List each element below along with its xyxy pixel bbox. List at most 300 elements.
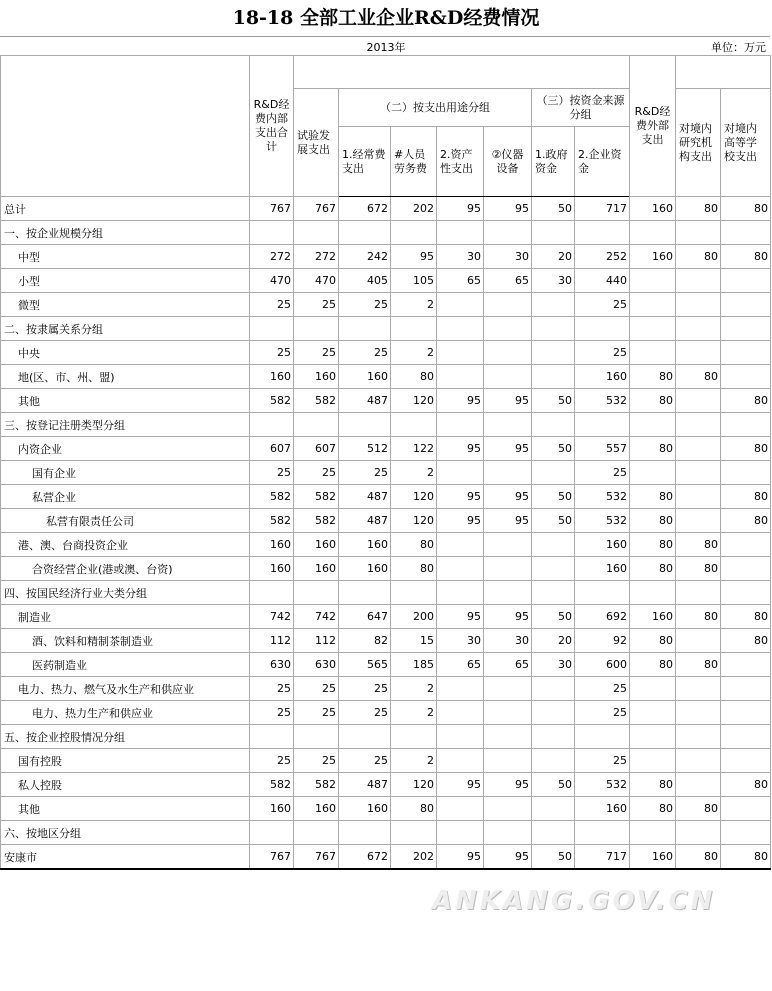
value-cell: 95 (437, 773, 484, 797)
value-cell: 92 (575, 629, 630, 653)
value-cell: 80 (391, 797, 437, 821)
value-cell (676, 821, 721, 845)
value-cell (630, 701, 676, 725)
value-cell: 160 (575, 365, 630, 389)
value-cell (437, 797, 484, 821)
value-cell: 557 (575, 437, 630, 461)
value-cell: 50 (532, 509, 575, 533)
table-row (1, 437, 771, 461)
value-cell: 30 (437, 245, 484, 269)
table-row (1, 821, 771, 845)
value-cell: 25 (250, 677, 294, 701)
value-cell (630, 749, 676, 773)
row-label: 其他 (1, 389, 250, 413)
value-cell: 80 (721, 485, 771, 509)
value-cell: 95 (437, 389, 484, 413)
value-cell (676, 341, 721, 365)
value-cell: 50 (532, 197, 575, 221)
value-cell: 30 (484, 245, 532, 269)
value-cell: 25 (575, 677, 630, 701)
value-cell: 80 (676, 797, 721, 821)
value-cell: 582 (294, 773, 339, 797)
value-cell: 65 (437, 653, 484, 677)
value-cell: 692 (575, 605, 630, 629)
value-cell: 25 (575, 701, 630, 725)
value-cell: 512 (339, 437, 391, 461)
value-cell: 25 (339, 461, 391, 485)
table-row (1, 413, 771, 437)
value-cell (575, 317, 630, 341)
value-cell: 582 (294, 389, 339, 413)
value-cell: 2 (391, 293, 437, 317)
value-cell (532, 581, 575, 605)
row-label: 制造业 (1, 605, 250, 629)
value-cell (339, 413, 391, 437)
row-label: 私营有限责任公司 (1, 509, 250, 533)
value-cell (721, 701, 771, 725)
value-cell (250, 221, 294, 245)
value-cell: 95 (484, 845, 532, 870)
header-regular: 1.经常费支出 (339, 127, 391, 197)
value-cell: 767 (294, 845, 339, 870)
value-cell (437, 221, 484, 245)
year-label: 2013年 (366, 41, 406, 54)
value-cell (721, 797, 771, 821)
value-cell: 25 (339, 341, 391, 365)
watermark: ANKANG.GOV.CN (432, 886, 716, 916)
value-cell (630, 677, 676, 701)
value-cell: 50 (532, 389, 575, 413)
value-cell: 160 (339, 557, 391, 581)
value-cell (339, 221, 391, 245)
value-cell (437, 581, 484, 605)
value-cell: 160 (250, 797, 294, 821)
value-cell (575, 821, 630, 845)
value-cell (250, 581, 294, 605)
row-label: 二、按隶属关系分组 (1, 317, 250, 341)
value-cell (437, 293, 484, 317)
header-by-fund-group: （三）按资金来源分组 (532, 89, 630, 127)
row-label: 酒、饮料和精制茶制造业 (1, 629, 250, 653)
value-cell: 160 (630, 605, 676, 629)
value-cell: 25 (294, 677, 339, 701)
header-domestic-university: 对境内高等学校支出 (721, 89, 771, 197)
table-row (1, 317, 771, 341)
value-cell: 607 (294, 437, 339, 461)
value-cell: 2 (391, 701, 437, 725)
header-spacer-right (676, 56, 771, 89)
value-cell (484, 677, 532, 701)
value-cell (484, 293, 532, 317)
value-cell (339, 581, 391, 605)
row-label: 国有企业 (1, 461, 250, 485)
value-cell (484, 413, 532, 437)
value-cell: 30 (532, 269, 575, 293)
value-cell: 25 (575, 293, 630, 317)
value-cell: 582 (294, 509, 339, 533)
row-label: 港、澳、台商投资企业 (1, 533, 250, 557)
row-label: 小型 (1, 269, 250, 293)
value-cell (676, 317, 721, 341)
value-cell: 742 (294, 605, 339, 629)
value-cell: 80 (676, 365, 721, 389)
row-label: 一、按企业规模分组 (1, 221, 250, 245)
value-cell (532, 725, 575, 749)
value-cell (532, 413, 575, 437)
value-cell: 80 (676, 653, 721, 677)
value-cell (721, 653, 771, 677)
value-cell (721, 365, 771, 389)
value-cell (294, 413, 339, 437)
value-cell: 582 (250, 773, 294, 797)
table-row (1, 581, 771, 605)
value-cell: 65 (484, 653, 532, 677)
value-cell: 95 (484, 437, 532, 461)
value-cell (630, 413, 676, 437)
value-cell: 242 (339, 245, 391, 269)
value-cell: 50 (532, 437, 575, 461)
row-label: 其他 (1, 797, 250, 821)
value-cell: 565 (339, 653, 391, 677)
row-label: 地(区、市、州、盟) (1, 365, 250, 389)
table-row (1, 701, 771, 725)
table-row (1, 221, 771, 245)
value-cell: 160 (575, 797, 630, 821)
value-cell: 82 (339, 629, 391, 653)
value-cell (294, 221, 339, 245)
value-cell (532, 557, 575, 581)
value-cell: 440 (575, 269, 630, 293)
value-cell (391, 317, 437, 341)
value-cell: 532 (575, 509, 630, 533)
value-cell (437, 677, 484, 701)
value-cell: 25 (575, 341, 630, 365)
value-cell: 80 (630, 485, 676, 509)
value-cell: 582 (250, 509, 294, 533)
value-cell: 160 (339, 797, 391, 821)
value-cell (484, 557, 532, 581)
value-cell: 202 (391, 197, 437, 221)
value-cell (575, 221, 630, 245)
value-cell: 112 (294, 629, 339, 653)
value-cell: 80 (676, 845, 721, 870)
value-cell: 80 (630, 389, 676, 413)
header-internal-total: R&D经费内部支出合计 (250, 56, 294, 197)
value-cell: 160 (339, 533, 391, 557)
table-row (1, 605, 771, 629)
value-cell (721, 293, 771, 317)
row-label: 三、按登记注册类型分组 (1, 413, 250, 437)
value-cell (484, 341, 532, 365)
value-cell (721, 317, 771, 341)
value-cell: 767 (294, 197, 339, 221)
table-row (1, 197, 771, 221)
value-cell: 65 (437, 269, 484, 293)
value-cell: 25 (250, 461, 294, 485)
page-title: 18-18 全部工业企业R&D经费情况 (232, 7, 540, 29)
value-cell: 532 (575, 389, 630, 413)
row-label: 总计 (1, 197, 250, 221)
value-cell: 160 (630, 197, 676, 221)
header-by-use-group: （二）按支出用途分组 (339, 89, 532, 127)
value-cell: 25 (339, 677, 391, 701)
value-cell: 95 (484, 605, 532, 629)
value-cell (339, 317, 391, 341)
value-cell: 80 (630, 533, 676, 557)
table-row (1, 629, 771, 653)
value-cell: 25 (250, 293, 294, 317)
value-cell: 160 (250, 365, 294, 389)
value-cell: 25 (250, 341, 294, 365)
table-row (1, 533, 771, 557)
row-label: 中央 (1, 341, 250, 365)
value-cell (437, 413, 484, 437)
value-cell: 582 (250, 389, 294, 413)
value-cell (721, 581, 771, 605)
value-cell: 80 (721, 197, 771, 221)
value-cell: 160 (294, 533, 339, 557)
value-cell: 80 (630, 629, 676, 653)
table-row (1, 293, 771, 317)
value-cell: 630 (294, 653, 339, 677)
value-cell: 160 (339, 365, 391, 389)
value-cell (721, 221, 771, 245)
table-row (1, 773, 771, 797)
value-cell: 80 (676, 533, 721, 557)
value-cell: 15 (391, 629, 437, 653)
value-cell: 80 (721, 629, 771, 653)
value-cell: 95 (437, 485, 484, 509)
value-cell (721, 821, 771, 845)
value-cell: 95 (437, 845, 484, 870)
value-cell (294, 317, 339, 341)
value-cell: 122 (391, 437, 437, 461)
value-cell: 20 (532, 245, 575, 269)
value-cell: 80 (676, 197, 721, 221)
value-cell: 80 (721, 389, 771, 413)
value-cell: 80 (721, 509, 771, 533)
table-row (1, 365, 771, 389)
value-cell (676, 461, 721, 485)
value-cell (294, 581, 339, 605)
value-cell (721, 413, 771, 437)
value-cell: 95 (437, 509, 484, 533)
value-cell: 487 (339, 485, 391, 509)
value-cell (532, 341, 575, 365)
value-cell (391, 413, 437, 437)
value-cell: 252 (575, 245, 630, 269)
value-cell (294, 821, 339, 845)
value-cell (676, 269, 721, 293)
value-cell: 80 (676, 605, 721, 629)
value-cell: 630 (250, 653, 294, 677)
value-cell: 767 (250, 845, 294, 870)
value-cell (437, 701, 484, 725)
value-cell: 80 (721, 845, 771, 870)
value-cell: 272 (250, 245, 294, 269)
value-cell (437, 821, 484, 845)
value-cell (676, 725, 721, 749)
value-cell: 50 (532, 605, 575, 629)
value-cell: 25 (294, 701, 339, 725)
value-cell: 742 (250, 605, 294, 629)
table-row (1, 557, 771, 581)
value-cell (630, 221, 676, 245)
value-cell (437, 461, 484, 485)
value-cell: 160 (630, 845, 676, 870)
value-cell (630, 317, 676, 341)
value-cell (721, 533, 771, 557)
row-label: 五、按企业控股情况分组 (1, 725, 250, 749)
value-cell: 80 (630, 437, 676, 461)
value-cell: 185 (391, 653, 437, 677)
value-cell (721, 557, 771, 581)
value-cell (437, 317, 484, 341)
row-label: 电力、热力生产和供应业 (1, 701, 250, 725)
value-cell: 80 (721, 437, 771, 461)
value-cell: 25 (339, 749, 391, 773)
value-cell (532, 317, 575, 341)
value-cell (532, 365, 575, 389)
value-cell (484, 701, 532, 725)
value-cell (721, 725, 771, 749)
value-cell: 582 (294, 485, 339, 509)
header-spacer (294, 56, 630, 89)
value-cell: 272 (294, 245, 339, 269)
table-row (1, 749, 771, 773)
value-cell (484, 365, 532, 389)
value-cell (484, 533, 532, 557)
value-cell: 2 (391, 461, 437, 485)
table-row (1, 245, 771, 269)
value-cell (532, 797, 575, 821)
value-cell: 95 (437, 437, 484, 461)
value-cell: 95 (484, 485, 532, 509)
value-cell: 160 (250, 533, 294, 557)
value-cell (437, 365, 484, 389)
table-row (1, 341, 771, 365)
value-cell: 80 (630, 773, 676, 797)
value-cell: 470 (250, 269, 294, 293)
value-cell (484, 317, 532, 341)
row-label: 私人控股 (1, 773, 250, 797)
value-cell: 2 (391, 677, 437, 701)
value-cell: 80 (721, 605, 771, 629)
value-cell (250, 821, 294, 845)
header-enterprise-fund: 2.企业资金 (575, 127, 630, 197)
table-row (1, 389, 771, 413)
value-cell: 25 (294, 749, 339, 773)
value-cell: 50 (532, 485, 575, 509)
value-cell: 160 (575, 533, 630, 557)
value-cell: 25 (339, 701, 391, 725)
row-label: 国有控股 (1, 749, 250, 773)
table-row (1, 485, 771, 509)
value-cell (339, 821, 391, 845)
value-cell (437, 533, 484, 557)
value-cell (484, 797, 532, 821)
table-row (1, 269, 771, 293)
value-cell: 80 (391, 557, 437, 581)
value-cell (250, 413, 294, 437)
header-capital: 2.资产性支出 (437, 127, 484, 197)
value-cell: 2 (391, 341, 437, 365)
value-cell: 582 (250, 485, 294, 509)
value-cell (484, 221, 532, 245)
value-cell (484, 461, 532, 485)
value-cell (676, 389, 721, 413)
value-cell: 160 (575, 557, 630, 581)
value-cell (630, 821, 676, 845)
value-cell (630, 293, 676, 317)
value-cell: 202 (391, 845, 437, 870)
value-cell (532, 533, 575, 557)
value-cell: 50 (532, 773, 575, 797)
value-cell: 80 (630, 797, 676, 821)
value-cell (676, 485, 721, 509)
value-cell: 80 (676, 245, 721, 269)
table-row (1, 725, 771, 749)
value-cell (391, 725, 437, 749)
table-row (1, 461, 771, 485)
row-label: 六、按地区分组 (1, 821, 250, 845)
value-cell: 25 (339, 293, 391, 317)
value-cell (630, 341, 676, 365)
header-blank (1, 56, 250, 197)
value-cell: 50 (532, 845, 575, 870)
value-cell: 80 (630, 557, 676, 581)
value-cell: 105 (391, 269, 437, 293)
value-cell: 30 (532, 653, 575, 677)
row-label: 医药制造业 (1, 653, 250, 677)
value-cell (532, 749, 575, 773)
row-label: 中型 (1, 245, 250, 269)
row-label: 私营企业 (1, 485, 250, 509)
value-cell: 80 (391, 533, 437, 557)
value-cell (250, 725, 294, 749)
table-row (1, 509, 771, 533)
value-cell: 65 (484, 269, 532, 293)
value-cell: 470 (294, 269, 339, 293)
table-row (1, 653, 771, 677)
value-cell: 112 (250, 629, 294, 653)
value-cell (294, 725, 339, 749)
value-cell: 600 (575, 653, 630, 677)
value-cell (630, 269, 676, 293)
value-cell: 25 (294, 461, 339, 485)
value-cell (532, 293, 575, 317)
value-cell (676, 221, 721, 245)
value-cell (676, 629, 721, 653)
value-cell: 95 (484, 509, 532, 533)
value-cell (575, 413, 630, 437)
value-cell: 672 (339, 845, 391, 870)
value-cell: 487 (339, 773, 391, 797)
value-cell: 717 (575, 845, 630, 870)
table-row (1, 677, 771, 701)
subtitle-bar (0, 36, 770, 56)
value-cell (391, 821, 437, 845)
value-cell: 120 (391, 509, 437, 533)
value-cell: 405 (339, 269, 391, 293)
header-external: R&D经费外部支出 (630, 56, 676, 197)
value-cell: 95 (437, 197, 484, 221)
value-cell: 80 (630, 509, 676, 533)
value-cell (676, 413, 721, 437)
value-cell (630, 725, 676, 749)
row-label: 四、按国民经济行业大类分组 (1, 581, 250, 605)
value-cell (391, 221, 437, 245)
